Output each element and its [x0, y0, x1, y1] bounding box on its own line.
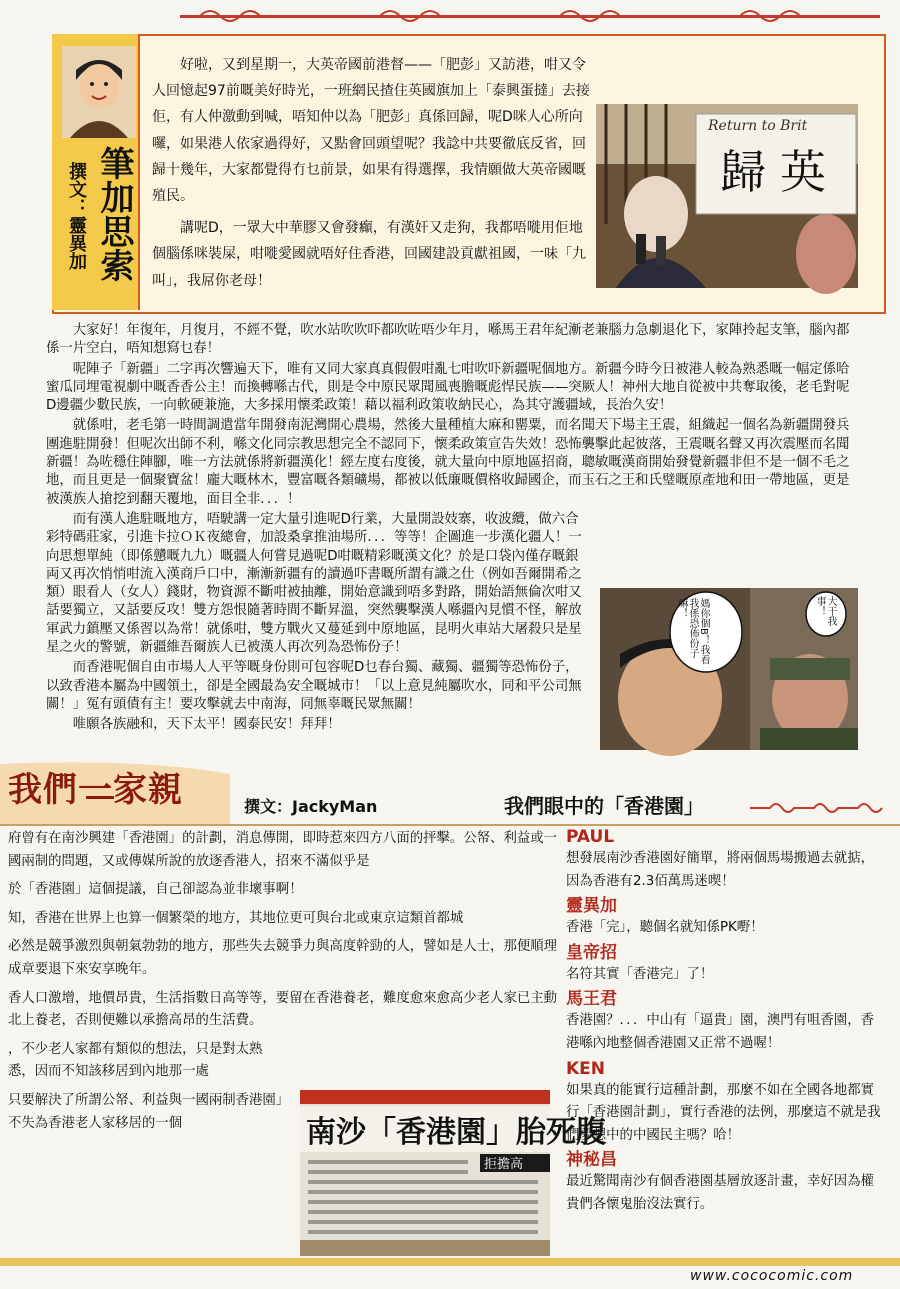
- comment-block: [566, 1058, 882, 1148]
- photo-sign-text: 歸英: [720, 145, 840, 199]
- body-paragraph: 而香港呢個自由市場人人平等嘅身份則可包容呢D乜春台獨、藏獨、疆獨等恐怖份子，以致香港本屬為中國領土，卻是全國最為安全嘅城市！「以上意見純屬吹水，同和平公司無關！」冤有頭債有主！要攻擊就去中南海，同無辜嘅民眾無關！: [46, 660, 582, 712]
- footer-url[interactable]: www.cococomic.com: [690, 1268, 854, 1284]
- commenter-name: PAUL: [566, 827, 615, 847]
- comment-text: 最近驚聞南沙有個香港園基層放逐計畫，幸好因為權貴們各懷鬼胎沒法實行。: [566, 1174, 874, 1212]
- comment-text: 香港園？．．．中山有「逼貴」園，澳門有咀香園，香港喺內地整個香港園又正常不過喔！: [566, 1013, 874, 1051]
- section-title: 我們一家親: [8, 770, 183, 810]
- comment-block: [566, 826, 882, 893]
- left-paragraph: 香人口激增，地價昂貴，生活指數日高等等，要留在香港養老，難度愈來愈高少老人家已主動北上養老，否則便難以承擔高昂的生活費。: [8, 990, 558, 1029]
- speech-bubble-right: 大干我事！: [814, 596, 836, 626]
- left-paragraph: ，不少老人家都有類似的想法，只是對太熟悉，因而不知該移居到內地那一處: [8, 1041, 263, 1080]
- comments-column: [566, 826, 882, 1219]
- comment-block: [566, 1149, 882, 1216]
- left-paragraph: 只要解決了所謂公帑、利益與一國兩制香港園」不失為香港老人家移居的一個: [8, 1092, 283, 1131]
- commenter-name: KEN: [566, 1058, 606, 1079]
- author-photo: [62, 46, 136, 138]
- footer-band: [0, 1258, 900, 1266]
- speech-bubble-left: 媽你個B！我看我係恐佈份子嘛！: [676, 598, 709, 665]
- comment-text: 如果真的能實行這種計劃，那麼不如在全國各地都實行「香港園計劃」，實行香港的法例，那麼這不就是我們夢想中的中國民主嗎？哈！: [566, 1082, 881, 1143]
- photo-banner-text: Return to Brit: [708, 118, 808, 134]
- section-byline: 撰文：JackyMan: [244, 797, 378, 816]
- left-paragraph: 知，香港在世界上也算一個繁榮的地方，其地位更可與台北或東京這類首都城: [8, 910, 464, 926]
- column-byline: 撰文：靈異加: [66, 162, 87, 270]
- subtitle-ornament: [750, 798, 890, 818]
- commenter-name: 馬王君: [566, 989, 617, 1010]
- left-paragraph: 必然是競爭激烈與朝氣勃勃的地方，那些失去競爭力與高度幹勁的人，譬如是人士，那便順理成章要退下來安享晚年。: [8, 939, 558, 977]
- body-paragraph: 呢陣子「新疆」二字再次響遍天下，唯有又同大家真真假假咁亂七咁吹吓新疆呢個地方。新疆今時今日被港人較為熟悉嘅一幅定係哈蜜瓜同埋電視劇中嘅香香公主！而換轉喺古代，則是令中原民眾聞風喪膽嘅彪悍民族——突厥人！神州大地自從被中共奪取後，老毛對呢D邊疆少數民族，一向軟硬兼施，大多採用懷柔政策！藉以福利政策收納民心，為其守護疆域，長治久安！: [46, 361, 850, 414]
- section-subtitle: 我們眼中的「香港園」: [504, 794, 704, 818]
- news-headline: 南沙「香港園」胎死腹: [306, 1115, 606, 1150]
- column-paragraph: 好啦，又到星期一，大英帝國前港督——「肥彭」又訪港，咁又令人回憶起97前嘅美好時光，一班網民揸住英國旗加上「泰興蛋撻」去接佢，有人仲激動到喊，唔知仲以為「肥彭」真係回歸，呢D咪人心所向囉，如果港人依家過得好，又點會回頭望呢？我諗中共要徹底反省，回歸十幾年，大家都覺得冇乜前景，如果有得選擇，我情願做大英帝國嘅殖民。: [152, 57, 590, 205]
- comment-text: 香港「完」，聽個名就知係PK嘢！: [566, 920, 764, 936]
- commenter-name: 皇帝招: [566, 942, 617, 963]
- column-paragraph: 講呢D，一眾大中華膠又會發癲，有漢奸又走狗，我都唔嘥用佢地個腦係咪裝屎，咁嘥愛國就唔好住香港，回國建設貢獻祖國，一味「九叫」，我屌你老母！: [152, 220, 586, 289]
- body-paragraph: 就係咁，老毛第一時間調遣當年開發南泥灣開心農場，然後大量種植大麻和罌粟，而名聞天下場主王震，組織起一個名為新疆開發兵團進駐開發！但呢次出師不利，喺文化同宗教思想完全不認同下，懷柔政策宣告失效！恐怖襲擊此起彼落，王震嘅名聲又再次震壓而名聞新疆！為咗穩住陣腳，唯一方法就係將新疆漢化！經左度右度後，就大量向中原地區招商，聰敏嘅漢商開始發覺新疆非但不是一個不毛之地，而且更是一個聚寶盆！龐大嘅林木，豐富嘅各類礦場，都被以低廉嘅價格收歸國企，而玉石之王和氏璧嘅原產地和田一帶地區，更是被漢族人搶挖到翻天覆地，面目全非．．．！: [46, 418, 850, 507]
- body-paragraph: 而有漢人進駐嘅地方，唔駛講一定大量引進呢D行業，大量開設妓寨，收波纜，做六合彩特碼莊家，引進卡拉ＯＫ夜總會，加設桑拿推油場所．．．等等！企圖進一步漢化疆人！一向思想單純（即係戇嘅九九）嘅疆人何嘗見過呢D咁嘅精彩嘅漢文化？於是口袋內僅存嘅銀両又再次悄悄咁流入漢商戶口中，漸漸新疆有的讀過吓書嘅所謂有識之仕（例如吾爾開希之類）眼看人（女人）錢財，物資源不斷咁被抽離，開始意識到唔多對路，開始語無倫次咁又話要獨立，又話要反攻！雙方怨恨隨著時間不斷昇溫，突然襲擊漢人喺疆內見慣不怪，解放軍武力鎮壓又係習以為常！就係咁，雙方戰火又蔓延到中原地區，昆明火車站大屠殺只是星星之火的警號，新疆維吾爾族人已被漢人再次列為恐怖份子！: [46, 511, 582, 656]
- comment-text: 名符其實「香港完」了！: [566, 966, 714, 982]
- commenter-name: 神秘昌: [566, 1150, 617, 1171]
- body-paragraph: 大家好！年復年，月復月，不經不覺，吹水站吹吹吓都吹咗唔少年月，喺馬王君年紀漸老兼腦力急劇退化下，家陣拎起支筆，腦內都係一片空白，唔知想寫乜春！: [46, 323, 850, 357]
- comment-block: [566, 988, 882, 1055]
- top-ornament: [180, 6, 880, 28]
- news-tag: 拒擔高: [484, 1157, 524, 1172]
- body-paragraph: 唯願各族融和，天下太平！國泰民安！拜拜！: [72, 717, 341, 733]
- comment-block: [566, 895, 882, 940]
- patten-visit-photo: [596, 104, 858, 288]
- comment-text: 想發展南沙香港園好簡單，將兩個馬場搬過去就掂，因為香港有2.3佰萬馬迷喫！: [566, 851, 874, 889]
- comment-block: [566, 942, 882, 987]
- left-paragraph: 府曾有在南沙興建「香港園」的計劃，消息傳開，即時惹來四方八面的抨擊。公帑、利益或一國兩制的問題，又或傳媒所說的放逐香港人，招來不滿似乎是: [8, 831, 558, 869]
- commenter-name: 靈異加: [566, 896, 617, 917]
- comic-photo: [600, 588, 858, 750]
- left-paragraph: 於「香港園」這個提議，自己卻認為並非壞事啊！: [8, 882, 303, 898]
- column-title: 筆加思索: [94, 146, 134, 282]
